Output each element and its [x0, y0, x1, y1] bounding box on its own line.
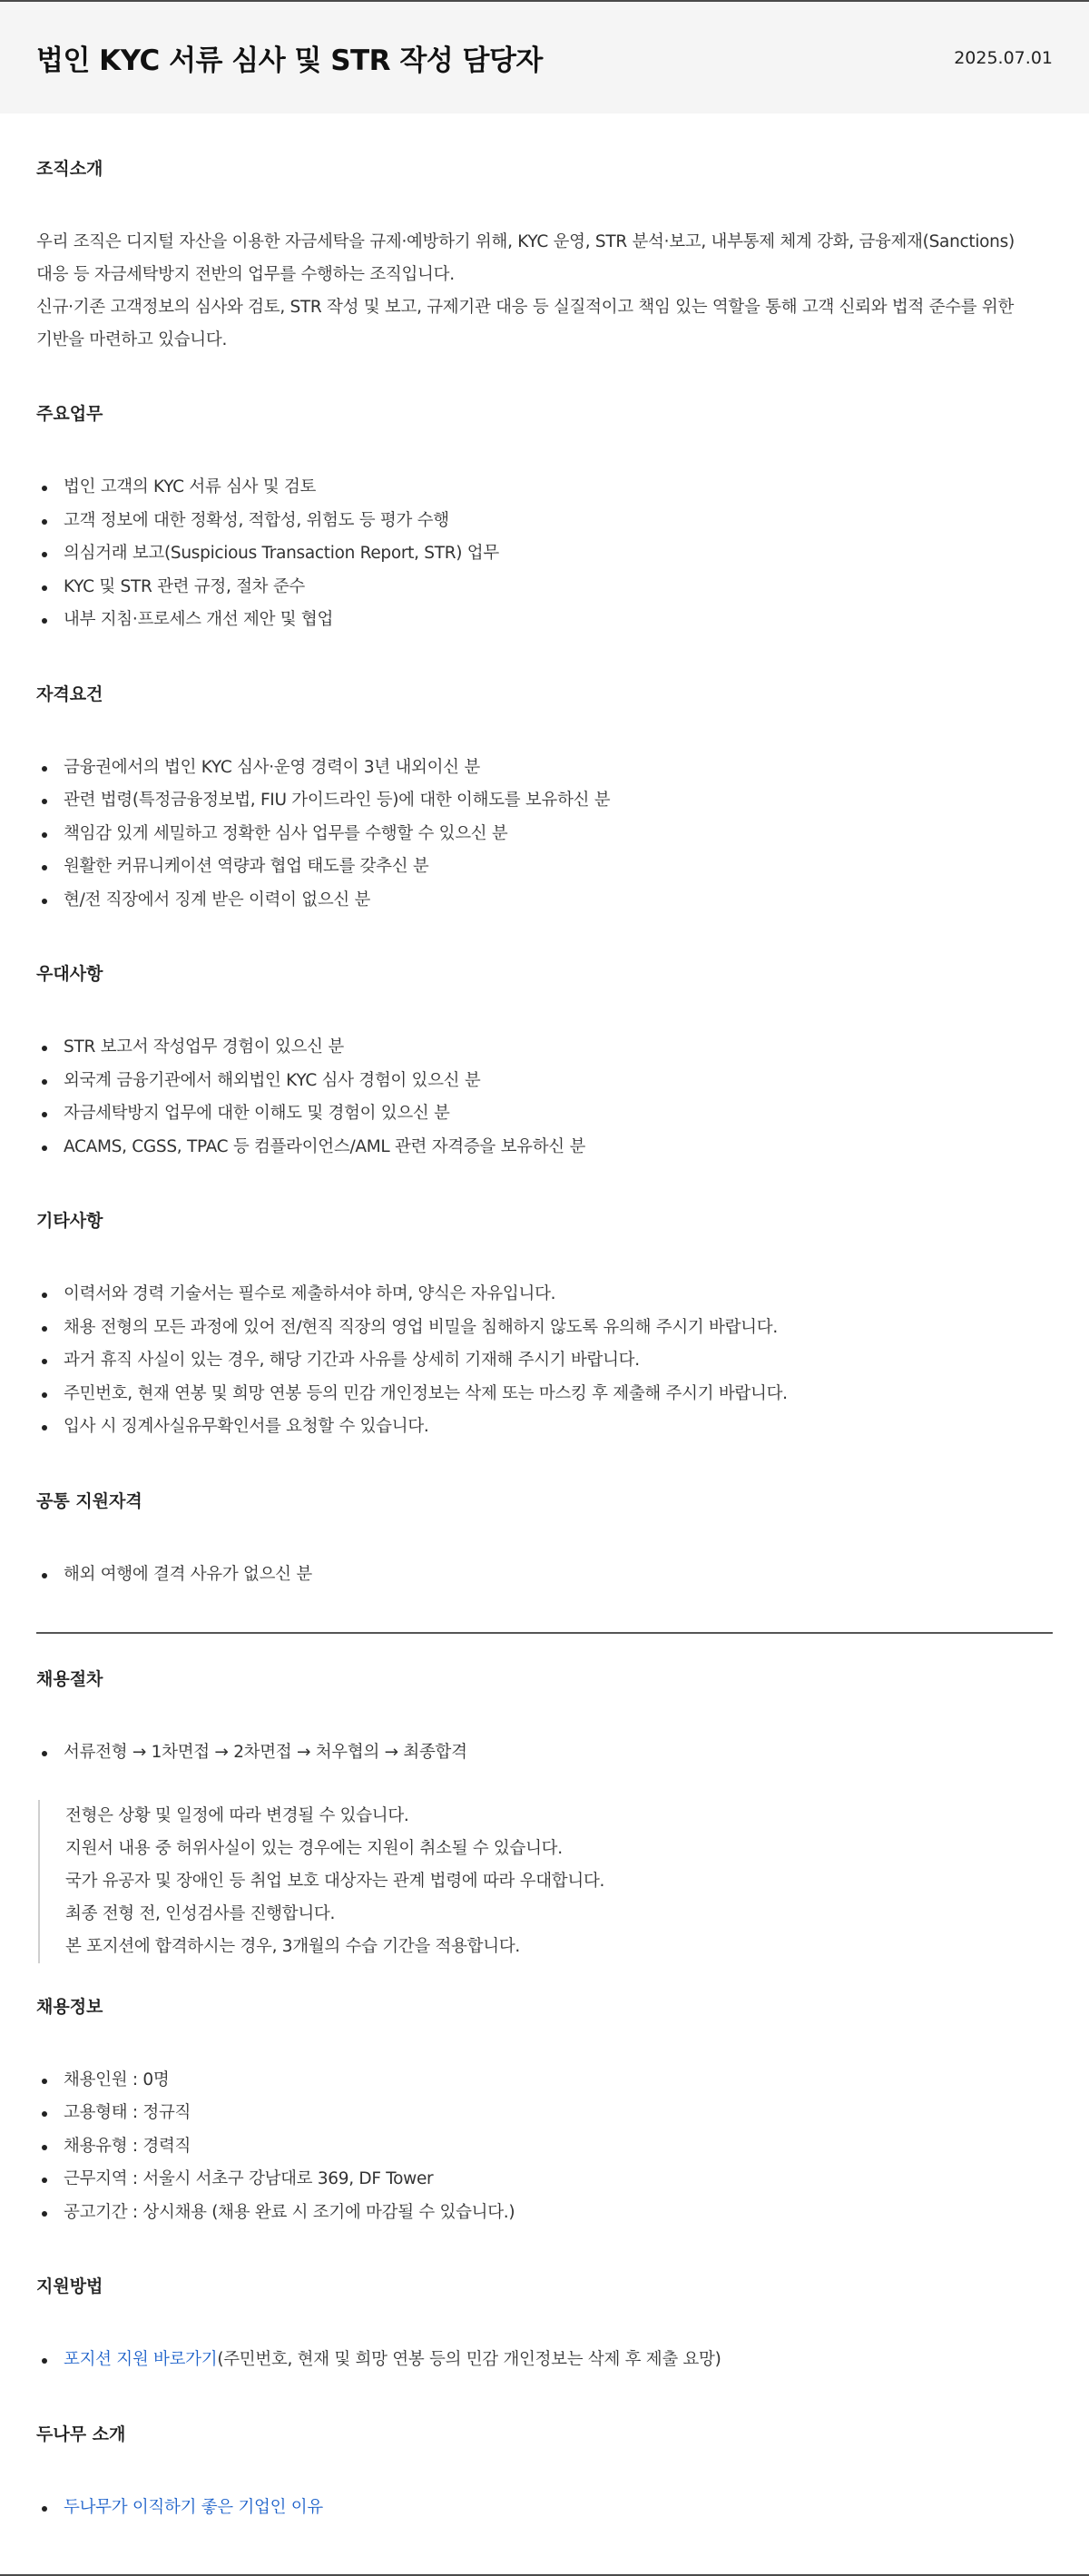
page-title: 법인 KYC 서류 심사 및 STR 작성 담당자	[36, 44, 543, 77]
apply-list	[36, 2344, 1053, 2377]
note-line: 전형은 상황 및 일정에 따라 변경될 수 있습니다.	[65, 1805, 409, 1825]
list-item: 관련 법령(특정금융정보법, FIU 가이드라인 등)에 대한 이해도를 보유하신 분	[64, 784, 1053, 818]
list-item: 근무지역 : 서울시 서초구 강남대로 369, DF Tower	[64, 2163, 1053, 2197]
section-title-preferred: 우대사항	[36, 964, 103, 984]
list-item: 현/전 직장에서 징계 받은 이력이 없으신 분	[64, 884, 1053, 918]
list-item: 고용형태 : 정규직	[64, 2097, 1053, 2130]
list-item: 책임감 있게 세밀하고 정확한 심사 업무를 수행할 수 있으신 분	[64, 818, 1053, 851]
list-item	[64, 2344, 1053, 2377]
section-title-common: 공통 지원자격	[36, 1490, 142, 1511]
info-list	[36, 2064, 1053, 2230]
list-item: 원활한 커뮤니케이션 역량과 협업 태도를 갖추신 분	[64, 850, 1053, 884]
list-item: 공고기간 : 상시채용 (채용 완료 시 조기에 마감될 수 있습니다.)	[64, 2197, 1053, 2230]
list-item: 서류전형 → 1차면접 → 2차면접 → 처우협의 → 최종합격	[64, 1736, 1053, 1770]
list-item: 채용인원 : 0명	[64, 2064, 1053, 2098]
section-title-etc: 기타사항	[36, 1211, 103, 1231]
section-title-requirements: 자격요건	[36, 683, 103, 704]
org-paragraph-line: 대응 등 자금세탁방지 전반의 업무를 수행하는 조직입니다.	[36, 265, 455, 284]
org-paragraph-line: 신규·기존 고객정보의 심사와 검토, STR 작성 및 보고, 규제기관 대응 등 실질적이고 책임 있는 역할을 통해 고객 신뢰와 법적 준수를 위한	[36, 298, 1015, 317]
list-item: 입사 시 징계사실유무확인서를 요청할 수 있습니다.	[64, 1411, 1053, 1444]
list-item: 고객 정보에 대한 정확성, 적합성, 위험도 등 평가 수행	[64, 505, 1053, 538]
apply-link[interactable]: 포지션 지원 바로가기	[64, 2350, 218, 2369]
list-item: STR 보고서 작성업무 경험이 있으신 분	[64, 1031, 1053, 1065]
list-item: 이력서와 경력 기술서는 필수로 제출하셔야 하며, 양식은 자유입니다.	[64, 1278, 1053, 1312]
list-item: 자금세탁방지 업무에 대한 이해도 및 경험이 있으신 분	[64, 1097, 1053, 1131]
posting-date: 2025.07.01	[954, 47, 1053, 68]
list-item: 법인 고객의 KYC 서류 심사 및 검토	[64, 471, 1053, 505]
list-item: 의심거래 보고(Suspicious Transaction Report, STR) 업무	[64, 537, 1053, 571]
list-item: 채용유형 : 경력직	[64, 2130, 1053, 2164]
note-line: 본 포지션에 합격하시는 경우, 3개월의 수습 기간을 적용합니다.	[65, 1936, 520, 1956]
list-item: 금융권에서의 법인 KYC 심사·운영 경력이 3년 내외이신 분	[64, 752, 1053, 785]
section-title-duties: 주요업무	[36, 404, 103, 424]
section-title-process: 채용절차	[36, 1669, 103, 1689]
list-item: 과거 휴직 사실이 있는 경우, 해당 기간과 사유를 상세히 기재해 주시기 바랍니다.	[64, 1344, 1053, 1378]
org-paragraph-line: 기반을 마련하고 있습니다.	[36, 330, 228, 349]
list-item: 채용 전형의 모든 과정에 있어 전/현직 직장의 영업 비밀을 침해하지 않도록 유의해 주시기 바랍니다.	[64, 1312, 1053, 1345]
list-item: 외국계 금융기관에서 해외법인 KYC 심사 경험이 있으신 분	[64, 1065, 1053, 1098]
section-title-info: 채용정보	[36, 1996, 103, 2017]
duties-list	[36, 471, 1053, 637]
preferred-list	[36, 1031, 1053, 1164]
job-description	[0, 113, 1089, 2524]
page-header	[0, 2, 1089, 113]
section-title-about: 두나무 소개	[36, 2424, 126, 2444]
note-line: 지원서 내용 중 허위사실이 있는 경우에는 지원이 취소될 수 있습니다.	[65, 1838, 563, 1858]
common-list	[36, 1558, 1053, 1592]
list-item	[64, 2492, 1053, 2525]
section-title-apply: 지원방법	[36, 2276, 103, 2296]
about-link[interactable]: 두나무가 이직하기 좋은 기업인 이유	[64, 2497, 323, 2517]
requirements-list	[36, 752, 1053, 918]
note-line: 최종 전형 전, 인성검사를 진행합니다.	[65, 1903, 336, 1923]
etc-list	[36, 1278, 1053, 1444]
apply-note: (주민번호, 현재 및 희망 연봉 등의 민감 개인정보는 삭제 후 제출 요망)	[217, 2350, 721, 2369]
org-description	[36, 226, 1053, 357]
process-notes-blockquote	[38, 1800, 1053, 1963]
list-item: ACAMS, CGSS, TPAC 등 컴플라이언스/AML 관련 자격증을 보유하신 분	[64, 1131, 1053, 1165]
list-item: 주민번호, 현재 연봉 및 희망 연봉 등의 민감 개인정보는 삭제 또는 마스킹 후 제출해 주시기 바랍니다.	[64, 1378, 1053, 1411]
section-title-org: 조직소개	[36, 159, 103, 179]
org-paragraph-line: 우리 조직은 디지털 자산을 이용한 자금세탁을 규제·예방하기 위해, KYC 운영, STR 분석·보고, 내부통제 체계 강화, 금융제재(Sanctions)	[36, 232, 1015, 251]
note-line: 국가 유공자 및 장애인 등 취업 보호 대상자는 관계 법령에 따라 우대합니다.	[65, 1871, 605, 1891]
list-item: 내부 지침·프로세스 개선 제안 및 협업	[64, 604, 1053, 637]
about-list	[36, 2492, 1053, 2525]
process-list	[36, 1736, 1053, 1770]
list-item: 해외 여행에 결격 사유가 없으신 분	[64, 1558, 1053, 1592]
list-item: KYC 및 STR 관련 규정, 절차 준수	[64, 571, 1053, 605]
